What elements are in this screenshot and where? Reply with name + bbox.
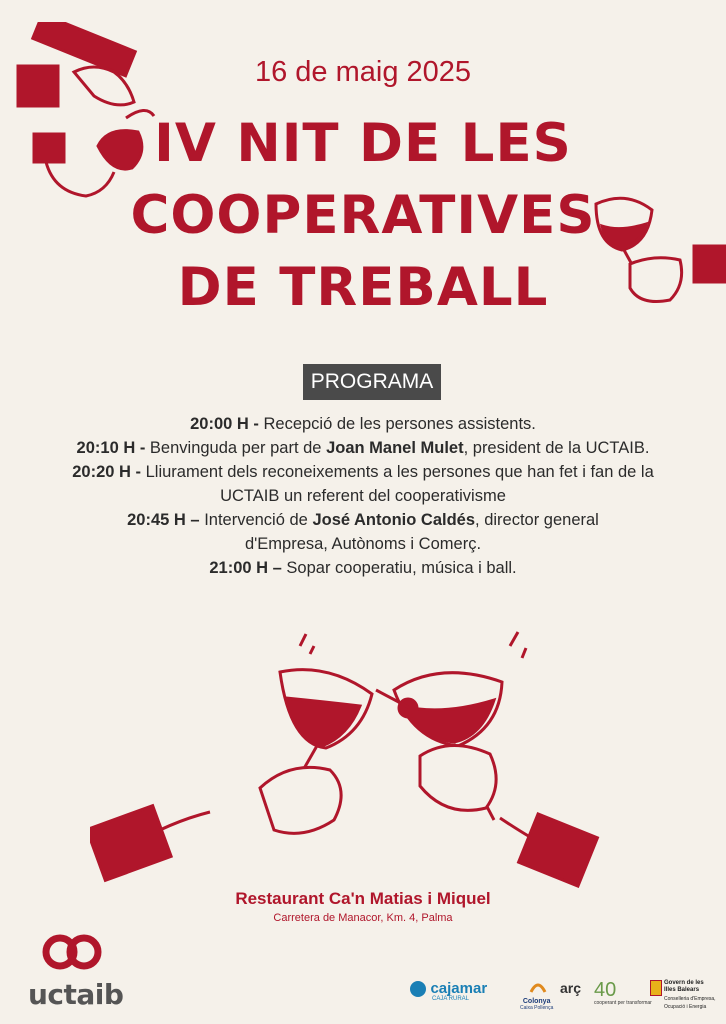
schedule-text: Benvinguda per part de bbox=[149, 439, 322, 457]
schedule-item-4-cont bbox=[40, 532, 686, 556]
schedule-time: 21:00 H – bbox=[209, 559, 282, 577]
uctaib-logo-text: uctaib bbox=[28, 978, 124, 1011]
schedule-item-4 bbox=[40, 508, 686, 532]
forty-number: 40 bbox=[594, 979, 617, 1001]
schedule-text: Sopar cooperatiu, música i ball. bbox=[286, 559, 517, 577]
govern-logo bbox=[650, 980, 722, 1010]
schedule-text: Intervenció de bbox=[204, 511, 308, 529]
schedule-item-3-cont bbox=[40, 484, 686, 508]
venue-info bbox=[0, 888, 726, 926]
schedule-item-3 bbox=[40, 460, 686, 484]
schedule-text: , president de la UCTAIB. bbox=[463, 439, 650, 457]
arc-name: arç bbox=[560, 980, 582, 996]
schedule-text: , director general bbox=[475, 511, 599, 529]
program-heading: PROGRAMA bbox=[303, 364, 441, 400]
cajamar-logo bbox=[410, 980, 487, 1002]
colonya-icon bbox=[528, 980, 548, 996]
schedule-text: d'Empresa, Autònoms i Comerç. bbox=[244, 535, 482, 553]
event-title bbox=[0, 108, 726, 324]
colonya-name: Colonya bbox=[522, 998, 551, 1005]
program-schedule bbox=[40, 412, 686, 580]
venue-name: Restaurant Ca'n Matias i Miquel bbox=[235, 889, 491, 908]
schedule-item-1 bbox=[40, 412, 686, 436]
forty-sub: cooperant per transformar bbox=[594, 1000, 652, 1006]
event-date: 16 de maig 2025 bbox=[254, 56, 472, 88]
event-title-line-1: IV NIT DE LES bbox=[154, 113, 572, 174]
cajamar-name: cajamar bbox=[430, 980, 488, 997]
govern-sub-2: Ocupació i Energia bbox=[664, 1004, 707, 1010]
speaker-name: José Antonio Caldés bbox=[312, 511, 476, 529]
schedule-item-5 bbox=[40, 556, 686, 580]
toasting-glasses-illustration bbox=[90, 628, 610, 888]
speaker-name: Joan Manel Mulet bbox=[326, 439, 464, 457]
schedule-item-2 bbox=[40, 436, 686, 460]
schedule-time: 20:20 H - bbox=[72, 463, 142, 481]
cajamar-icon bbox=[410, 981, 426, 997]
forty-logo bbox=[594, 980, 652, 1006]
colonya-sub: Caixa Pollença bbox=[520, 1005, 554, 1011]
schedule-time: 20:45 H – bbox=[127, 511, 200, 529]
uctaib-logo-icon bbox=[28, 930, 118, 976]
schedule-text: UCTAIB un referent del cooperativisme bbox=[220, 487, 506, 505]
event-title-line-2: COOPERATIVES bbox=[130, 185, 596, 246]
govern-shield-icon bbox=[650, 980, 662, 996]
schedule-time: 20:10 H - bbox=[76, 439, 146, 457]
schedule-time: 20:00 H - bbox=[190, 415, 259, 433]
schedule-text: Recepció de les persones assistents. bbox=[263, 415, 536, 433]
colonya-logo bbox=[520, 980, 553, 1011]
arc-logo bbox=[560, 980, 581, 998]
govern-sub-1: Conselleria d'Empresa, bbox=[664, 996, 716, 1002]
cajamar-sub: CAJA RURAL bbox=[432, 996, 470, 1002]
schedule-text: Lliurament dels reconeixements a les persones que han fet i fan de la bbox=[145, 463, 654, 481]
govern-name-1: Govern de les bbox=[664, 980, 704, 986]
venue-address: Carretera de Manacor, Km. 4, Palma bbox=[273, 912, 453, 924]
event-title-line-3: DE TREBALL bbox=[177, 257, 549, 318]
govern-name-2: Illes Balears bbox=[664, 987, 700, 993]
